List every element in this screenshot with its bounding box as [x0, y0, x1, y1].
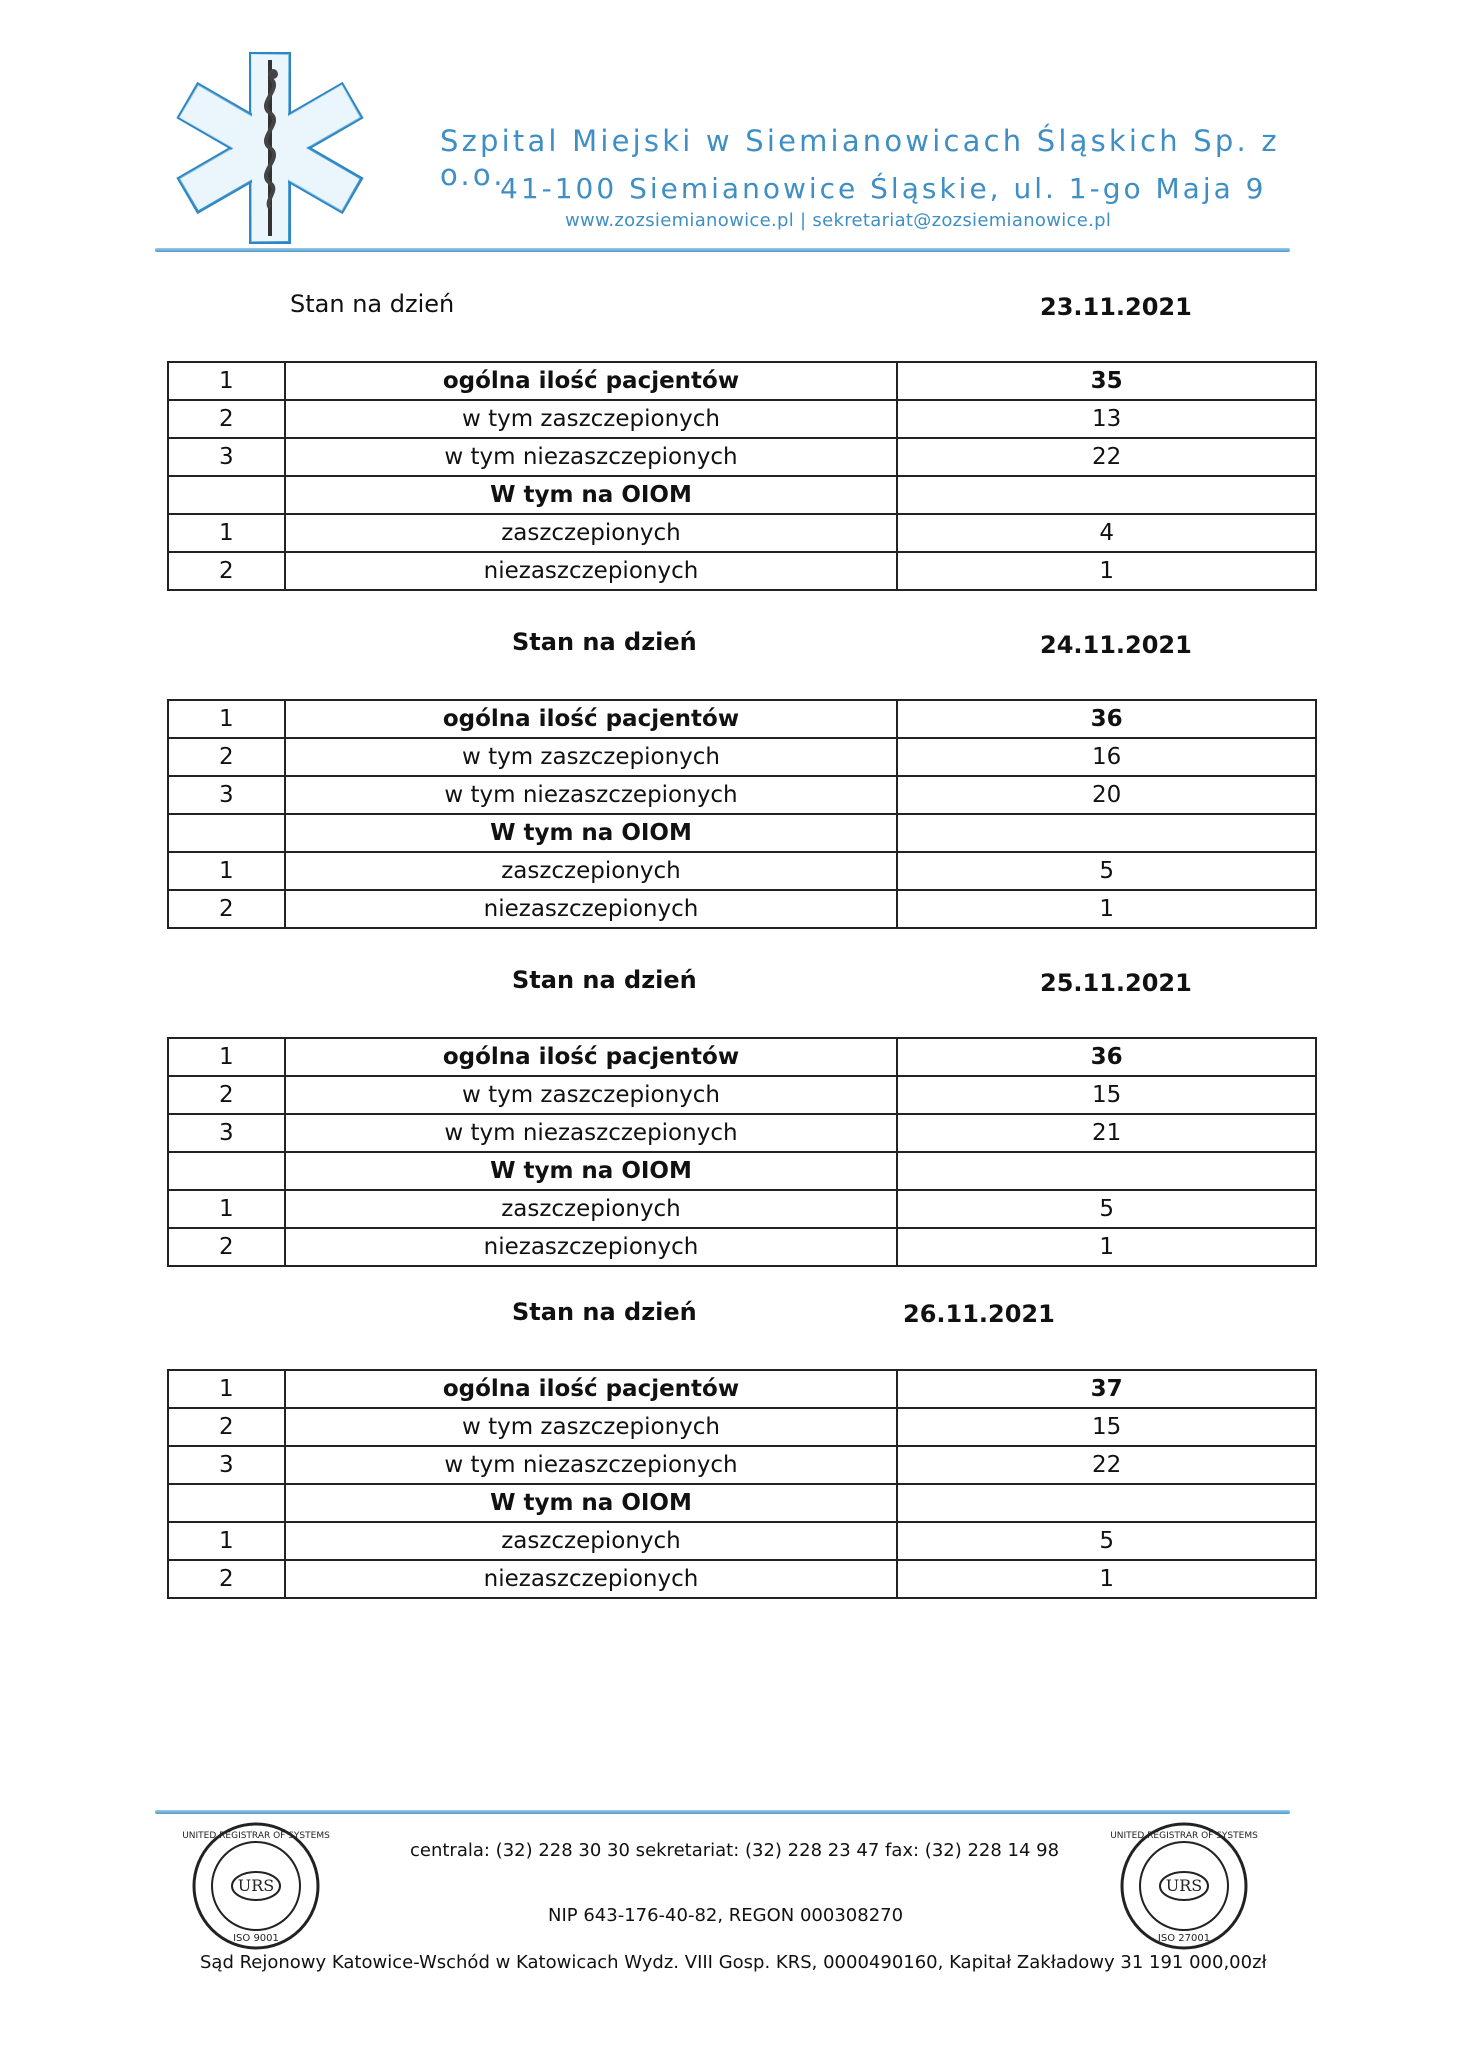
row-value: 36 — [897, 700, 1316, 738]
row-number — [168, 814, 285, 852]
row-number — [168, 476, 285, 514]
section-4-table — [167, 1369, 1317, 1599]
row-number: 1 — [168, 514, 285, 552]
row-number: 1 — [168, 700, 285, 738]
row-label: w tym niezaszczepionych — [285, 438, 898, 476]
row-value — [897, 814, 1316, 852]
row-label: w tym niezaszczepionych — [285, 776, 898, 814]
row-label: w tym zaszczepionych — [285, 400, 898, 438]
section-3-date: 25.11.2021 — [1040, 969, 1192, 997]
row-value: 15 — [897, 1076, 1316, 1114]
table-row — [168, 1370, 1316, 1408]
row-label: zaszczepionych — [285, 1522, 898, 1560]
row-number: 3 — [168, 776, 285, 814]
row-number: 2 — [168, 1076, 285, 1114]
table-row — [168, 1038, 1316, 1076]
section-4-stan-label: Stan na dzień — [512, 1298, 697, 1326]
row-value: 21 — [897, 1114, 1316, 1152]
row-label: w tym niezaszczepionych — [285, 1446, 898, 1484]
row-label: zaszczepionych — [285, 1190, 898, 1228]
table-row — [168, 476, 1316, 514]
table-row — [168, 700, 1316, 738]
row-label: W tym na OIOM — [285, 476, 898, 514]
row-label: niezaszczepionych — [285, 1560, 898, 1598]
row-value — [897, 476, 1316, 514]
section-3-stan-label: Stan na dzień — [512, 966, 697, 994]
section-2-table — [167, 699, 1317, 929]
svg-text:UNITED REGISTRAR OF SYSTEMS: UNITED REGISTRAR OF SYSTEMS — [1110, 1831, 1258, 1841]
table-row — [168, 852, 1316, 890]
row-value: 5 — [897, 852, 1316, 890]
section-4-date: 26.11.2021 — [903, 1300, 1055, 1328]
table-row — [168, 1076, 1316, 1114]
row-number: 2 — [168, 738, 285, 776]
row-number: 2 — [168, 552, 285, 590]
row-number: 2 — [168, 1228, 285, 1266]
row-label: zaszczepionych — [285, 852, 898, 890]
row-number: 3 — [168, 438, 285, 476]
row-value: 5 — [897, 1522, 1316, 1560]
row-value: 4 — [897, 514, 1316, 552]
row-number: 1 — [168, 362, 285, 400]
section-3-table — [167, 1037, 1317, 1267]
table-row — [168, 362, 1316, 400]
row-value: 5 — [897, 1190, 1316, 1228]
row-value: 1 — [897, 552, 1316, 590]
table-row — [168, 1446, 1316, 1484]
row-value: 1 — [897, 890, 1316, 928]
row-value: 22 — [897, 1446, 1316, 1484]
section-2-stan-label: Stan na dzień — [512, 628, 697, 656]
hospital-address: 41-100 Siemianowice Śląskie, ul. 1-go Maja 9 — [500, 172, 1267, 205]
svg-text:URS: URS — [1165, 1876, 1203, 1895]
table-row — [168, 400, 1316, 438]
row-label: ogólna ilość pacjentów — [285, 700, 898, 738]
table-row — [168, 1152, 1316, 1190]
hospital-name: Szpital Miejski w Siemianowicach Śląskich Sp. z o.o. — [440, 124, 1280, 192]
row-value: 22 — [897, 438, 1316, 476]
table-row — [168, 1484, 1316, 1522]
table-row — [168, 738, 1316, 776]
row-value: 15 — [897, 1408, 1316, 1446]
urs-iso-27001-seal — [1110, 1820, 1258, 1952]
table-row — [168, 776, 1316, 814]
row-value: 1 — [897, 1560, 1316, 1598]
row-number: 1 — [168, 852, 285, 890]
footer-divider — [155, 1810, 1290, 1814]
row-number: 2 — [168, 1408, 285, 1446]
row-label: W tym na OIOM — [285, 814, 898, 852]
row-number: 1 — [168, 1038, 285, 1076]
table-row — [168, 1228, 1316, 1266]
row-label: W tym na OIOM — [285, 1152, 898, 1190]
row-label: niezaszczepionych — [285, 552, 898, 590]
row-label: niezaszczepionych — [285, 1228, 898, 1266]
row-value: 13 — [897, 400, 1316, 438]
row-number: 2 — [168, 890, 285, 928]
section-1-stan-label: Stan na dzień — [290, 290, 455, 318]
svg-text:UNITED REGISTRAR OF SYSTEMS: UNITED REGISTRAR OF SYSTEMS — [182, 1831, 330, 1841]
row-value: 16 — [897, 738, 1316, 776]
row-value: 35 — [897, 362, 1316, 400]
section-2-date: 24.11.2021 — [1040, 631, 1192, 659]
svg-text:ISO 9001: ISO 9001 — [233, 1933, 279, 1944]
row-label: w tym niezaszczepionych — [285, 1114, 898, 1152]
row-label: ogólna ilość pacjentów — [285, 1370, 898, 1408]
table-row — [168, 890, 1316, 928]
table-row — [168, 1560, 1316, 1598]
table-row — [168, 514, 1316, 552]
row-label: w tym zaszczepionych — [285, 1408, 898, 1446]
row-number: 3 — [168, 1446, 285, 1484]
row-value: 20 — [897, 776, 1316, 814]
svg-text:ISO 27001: ISO 27001 — [1157, 1933, 1211, 1944]
row-label: zaszczepionych — [285, 514, 898, 552]
table-row — [168, 814, 1316, 852]
row-label: w tym zaszczepionych — [285, 1076, 898, 1114]
row-label: ogólna ilość pacjentów — [285, 362, 898, 400]
table-row — [168, 438, 1316, 476]
row-value: 36 — [897, 1038, 1316, 1076]
table-row — [168, 1522, 1316, 1560]
row-label: ogólna ilość pacjentów — [285, 1038, 898, 1076]
star-of-life-logo — [170, 48, 370, 248]
table-row — [168, 552, 1316, 590]
row-number: 2 — [168, 400, 285, 438]
row-label: niezaszczepionych — [285, 890, 898, 928]
row-number: 1 — [168, 1522, 285, 1560]
hospital-contact: www.zozsiemianowice.pl | sekretariat@zozsiemianowice.pl — [565, 210, 1112, 231]
header-divider — [155, 248, 1290, 252]
row-label: W tym na OIOM — [285, 1484, 898, 1522]
footer-phones: centrala: (32) 228 30 30 sekretariat: (32) 228 23 47 fax: (32) 228 14 98 — [410, 1840, 1060, 1861]
row-number: 1 — [168, 1370, 285, 1408]
footer-ids: NIP 643-176-40-82, REGON 000308270 — [548, 1905, 904, 1926]
svg-text:URS: URS — [237, 1876, 275, 1895]
row-number: 3 — [168, 1114, 285, 1152]
row-number: 2 — [168, 1560, 285, 1598]
section-1-date: 23.11.2021 — [1040, 293, 1192, 321]
table-row — [168, 1190, 1316, 1228]
urs-iso-9001-seal — [182, 1820, 330, 1952]
row-number: 1 — [168, 1190, 285, 1228]
row-number — [168, 1152, 285, 1190]
row-value — [897, 1152, 1316, 1190]
row-value: 37 — [897, 1370, 1316, 1408]
row-number — [168, 1484, 285, 1522]
row-label: w tym zaszczepionych — [285, 738, 898, 776]
row-value — [897, 1484, 1316, 1522]
footer-court-info: Sąd Rejonowy Katowice-Wschód w Katowicach Wydz. VIII Gosp. KRS, 0000490160, Kapitał Zakładowy 31 191 000,00zł — [200, 1952, 1267, 1973]
table-row — [168, 1408, 1316, 1446]
row-value: 1 — [897, 1228, 1316, 1266]
table-row — [168, 1114, 1316, 1152]
section-1-table — [167, 361, 1317, 591]
